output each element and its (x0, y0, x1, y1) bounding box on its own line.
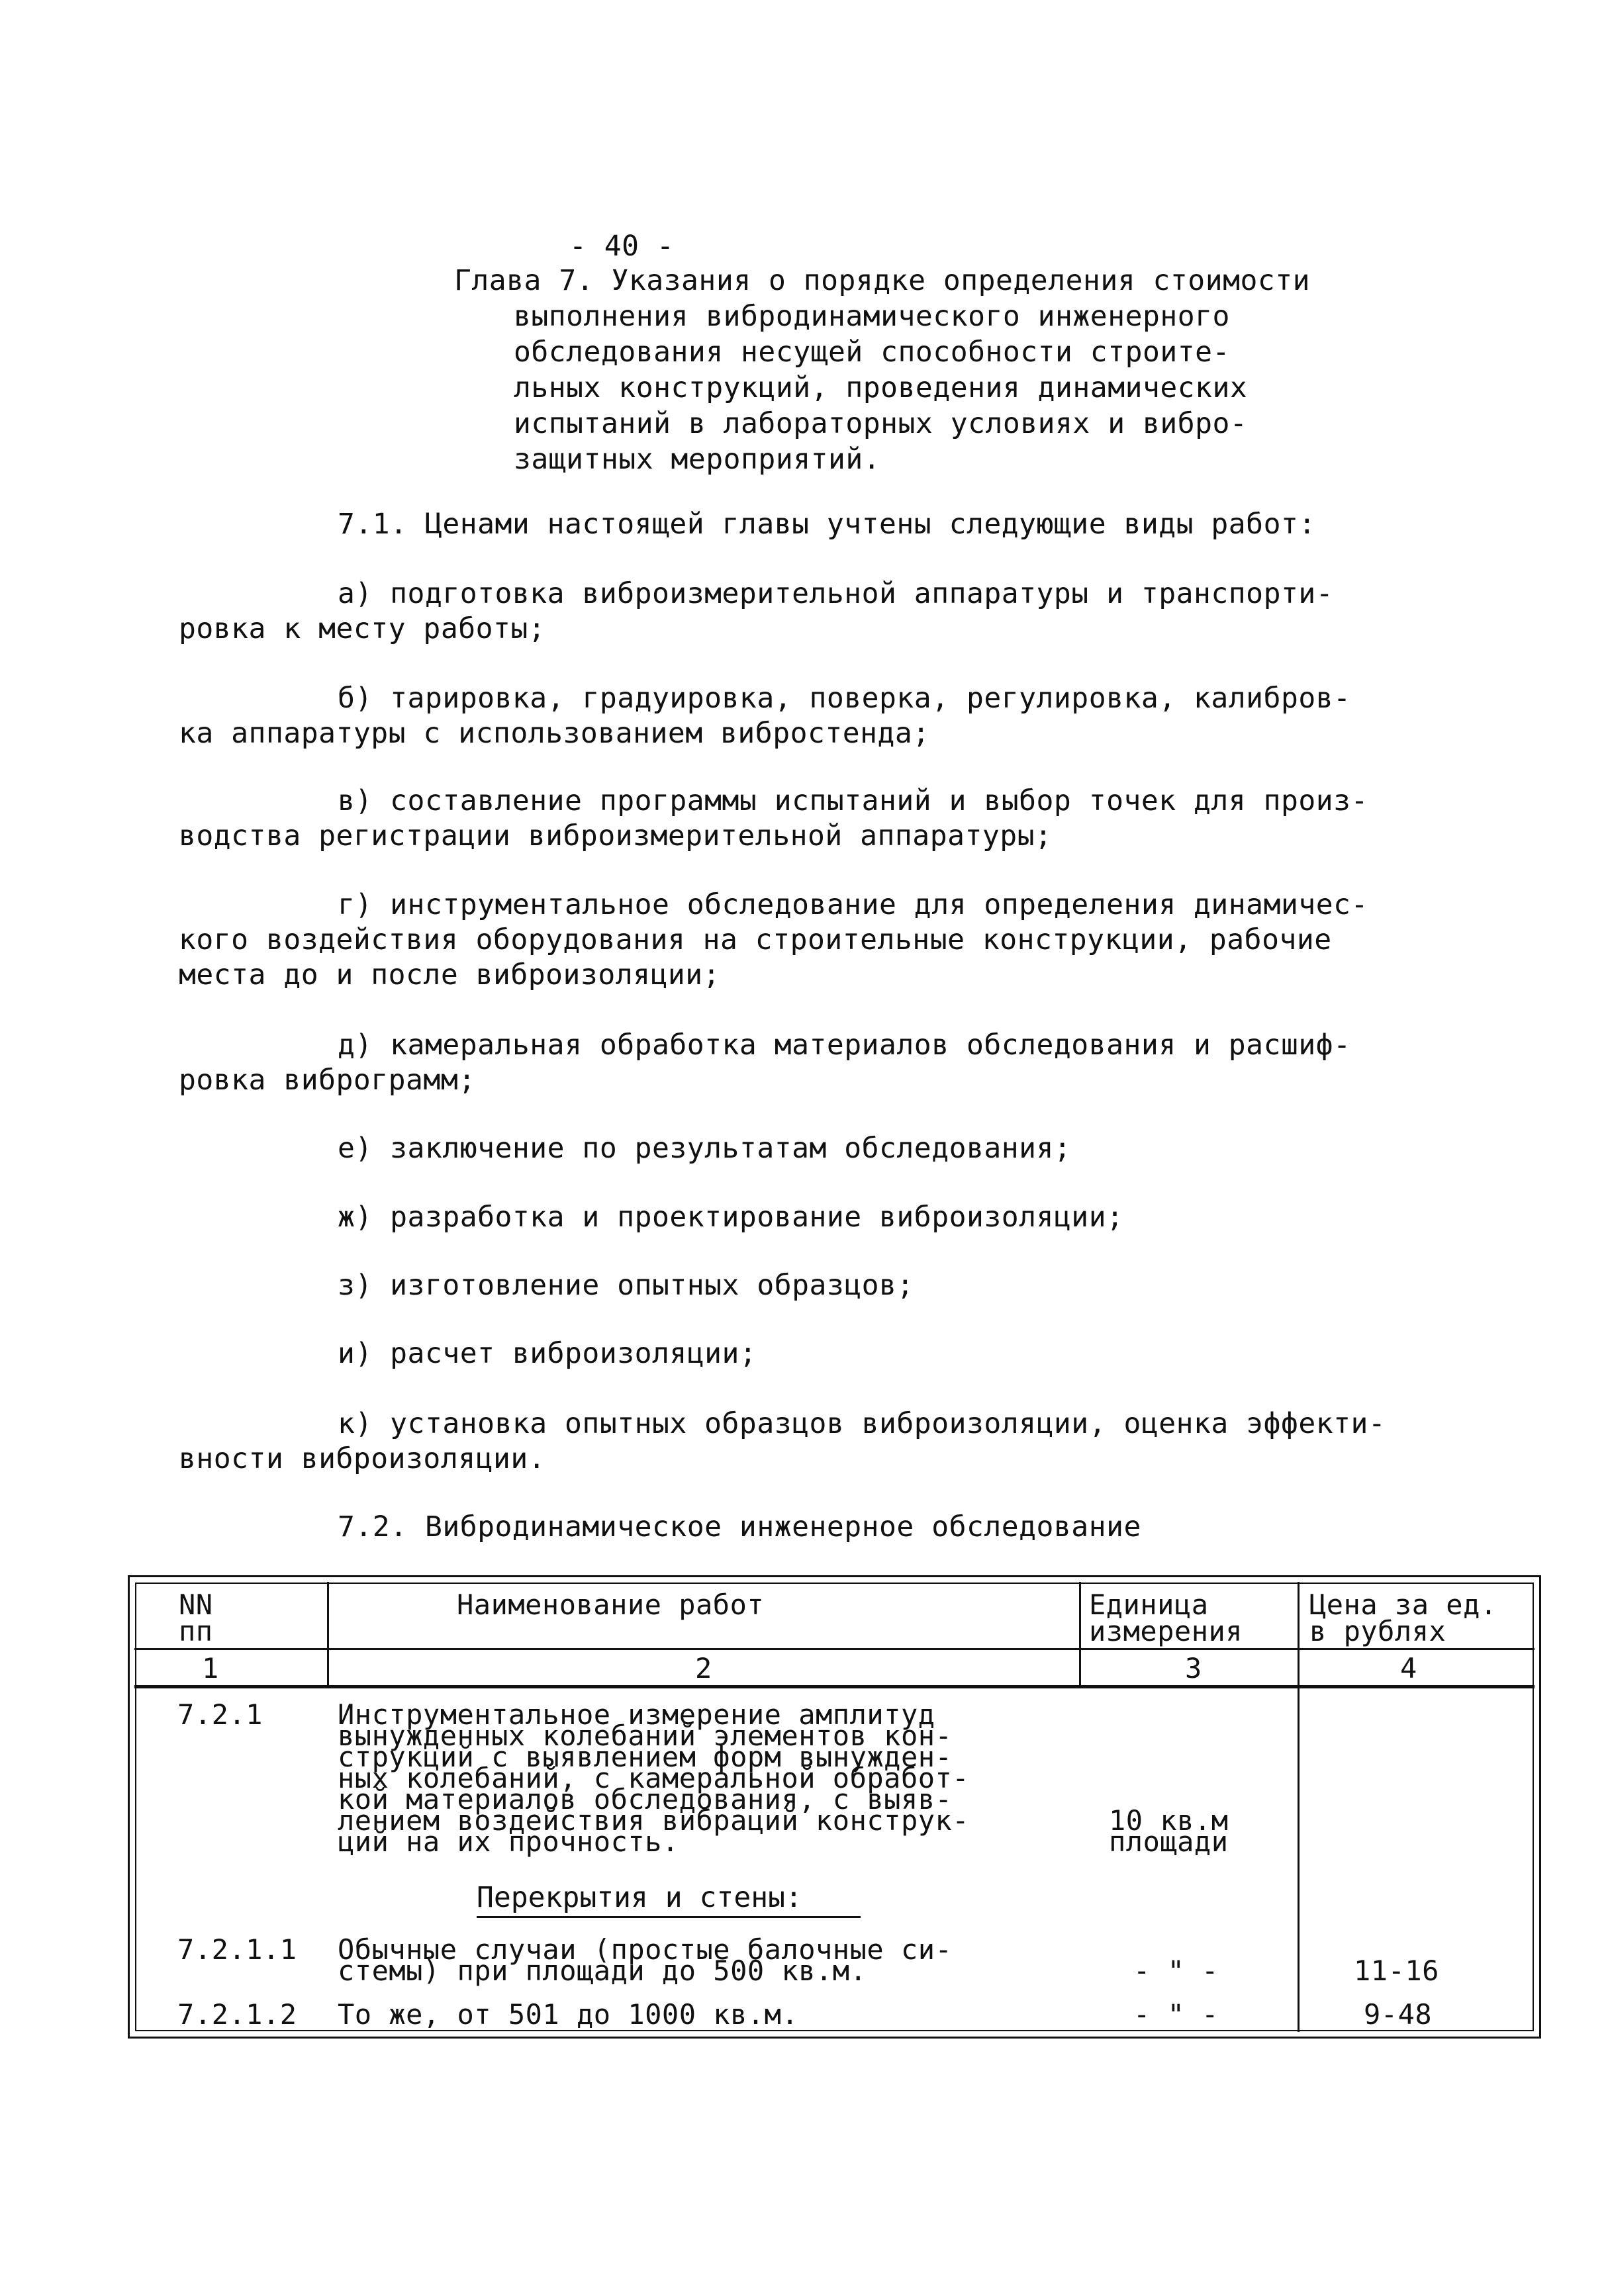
page-number: - 40 - (569, 230, 675, 263)
header-col-num: NN пп (179, 1588, 213, 1647)
list-item: б) тарировка, градуировка, поверка, регулировка, калибров- (338, 682, 1351, 715)
header-col-unit: Единица измерения (1089, 1588, 1243, 1647)
list-item: е) заключение по результатам обследования; (338, 1132, 1072, 1165)
list-item: г) инструментальное обследование для определения динамичес- (338, 888, 1368, 921)
list-item: а) подготовка виброизмерительной аппаратуры и транспорти- (338, 577, 1334, 610)
chapter-title-line: обследования несущей способности строите- (514, 336, 1230, 369)
table-row-num: 7.2.1 (177, 1698, 263, 1731)
header-col-price: Цена за ед. в рублях (1309, 1588, 1497, 1647)
col-number: 1 (202, 1652, 219, 1684)
chapter-title-line: выполнения вибродинамического инженерного (514, 300, 1230, 333)
table-row-num: 7.2.1.2 (177, 1998, 297, 2031)
table-divider (134, 1685, 1535, 1688)
col-number: 2 (695, 1652, 712, 1684)
table-divider (1079, 1582, 1081, 1688)
col-number: 4 (1400, 1652, 1417, 1684)
list-item: ж) разработка и проектирование виброизоляции; (338, 1201, 1124, 1234)
list-item-cont: вности виброизоляции. (179, 1442, 546, 1475)
list-item-cont: ровка виброграмм; (179, 1064, 476, 1097)
table-row-name: Обычные случаи (простые балочные си- стемы) при площади до 500 кв.м. (338, 1933, 953, 1987)
list-item: и) расчет виброизоляции; (338, 1337, 757, 1370)
list-item-cont: водства регистрации виброизмерительной аппаратуры; (179, 819, 1053, 852)
table-row-unit: - " - (1133, 1998, 1219, 2031)
table-divider (327, 1582, 329, 1688)
table-divider (134, 1648, 1535, 1650)
list-item: в) составление программы испытаний и выбор точек для произ- (338, 784, 1368, 817)
section-7-1-text: 7.1. Ценами настоящей главы учтены следующие виды работ: (338, 508, 1316, 541)
table-row-price: 9-48 (1364, 1998, 1433, 2031)
col-number: 3 (1185, 1652, 1202, 1684)
list-item: к) установка опытных образцов виброизоляции, оценка эффекти- (338, 1407, 1386, 1440)
subheading-underline (477, 1916, 861, 1918)
table-row-unit: - " - (1133, 1954, 1219, 1987)
chapter-title-line: льных конструкций, проведения динамических (514, 371, 1248, 404)
section-7-2-text: 7.2. Вибродинамическое инженерное обследование (338, 1510, 1141, 1543)
chapter-title-line: защитных мероприятий. (514, 443, 881, 476)
chapter-title-line1: Глава 7. Указания о порядке определения стоимости (454, 264, 1311, 297)
table-row-unit: 10 кв.м площади (1109, 1804, 1229, 1858)
table-row-name: Инструментальное измерение амплитуд вынужденных колебаний элементов кон- струкций с выявлением форм вынужден- ных колебаний, с камеральной обработ- кой материалов обследования, с выяв- лением воздействия вибраций конструк- ций на их прочность. (338, 1698, 970, 1858)
list-item-cont: кого воздействия оборудования на строительные конструкции, рабочие (179, 923, 1332, 956)
list-item: д) камеральная обработка материалов обследования и расшиф- (338, 1029, 1351, 1062)
table-subheading: Перекрытия и стены: (477, 1881, 802, 1914)
list-item-cont: ровка к месту работы; (179, 612, 546, 645)
table-row-name: То же, от 501 до 1000 кв.м. (338, 1998, 799, 2031)
table-row-num: 7.2.1.1 (177, 1933, 297, 1966)
table-row-price: 11-16 (1354, 1954, 1439, 1987)
list-item-cont: ка аппаратуры с использованием вибростенда; (179, 717, 930, 750)
header-col-name: Наименование работ (457, 1588, 765, 1621)
list-item-cont: места до и после виброизоляции; (179, 958, 721, 991)
list-item: з) изготовление опытных образцов; (338, 1269, 914, 1302)
chapter-title-line: испытаний в лабораторных условиях и вибро- (514, 407, 1248, 440)
